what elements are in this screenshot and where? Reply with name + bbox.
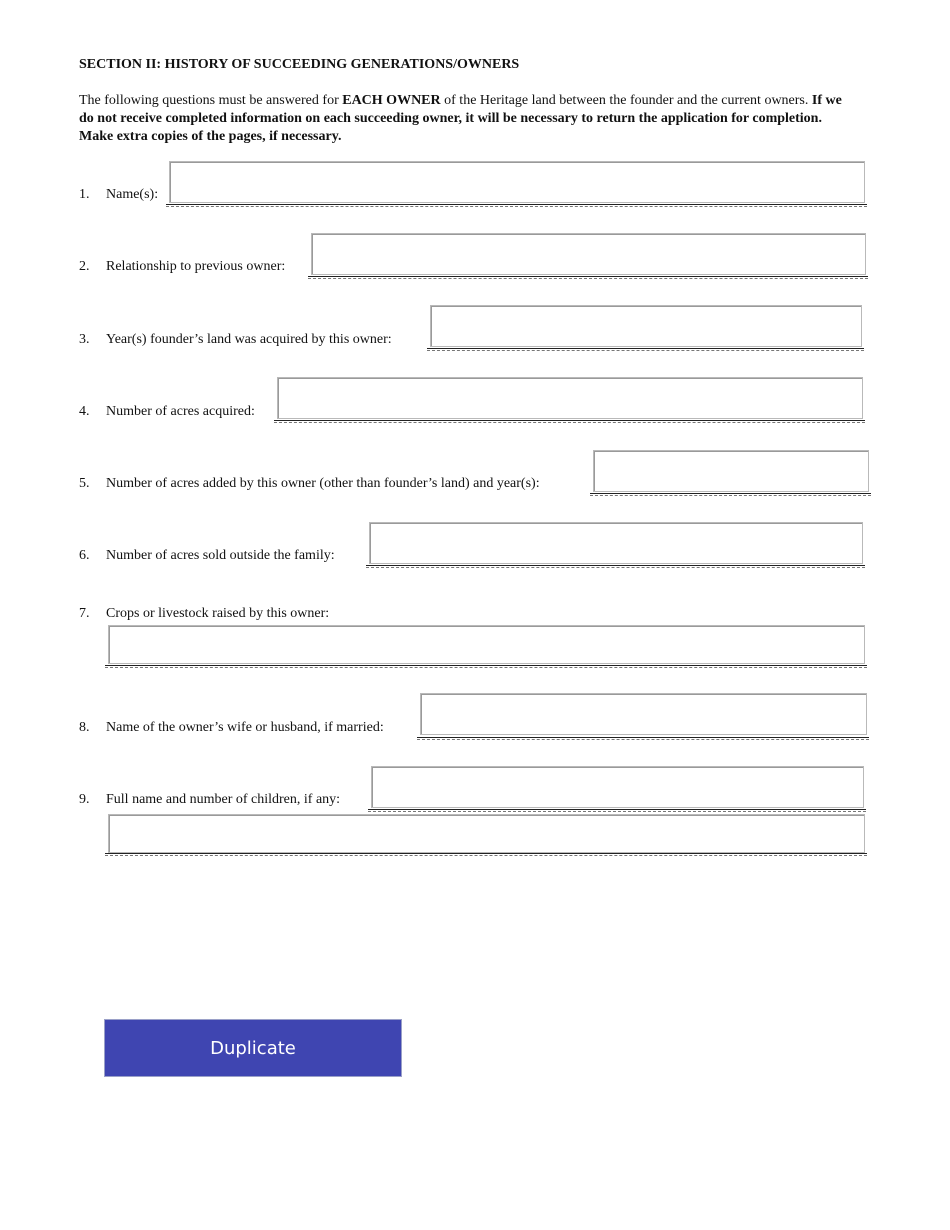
year-acquired-field[interactable]: [430, 305, 862, 347]
spouse-name-field[interactable]: [420, 693, 867, 735]
question-6-underline: [366, 565, 865, 568]
duplicate-button[interactable]: Duplicate: [104, 1019, 402, 1077]
question-7-number: 7.: [79, 606, 90, 621]
name-field[interactable]: [169, 161, 865, 203]
children-field-continued[interactable]: [108, 814, 865, 853]
question-9-number: 9.: [79, 792, 90, 807]
crops-livestock-field[interactable]: [108, 625, 865, 664]
question-9-underline-continued: [105, 853, 867, 856]
question-9-label: Full name and number of children, if any:: [106, 792, 341, 807]
question-8-number: 8.: [79, 720, 90, 735]
intro-paragraph: [79, 92, 849, 146]
question-5-label: Number of acres added by this owner (other than founder’s land) and year(s):: [106, 476, 540, 491]
question-4-label: Number of acres acquired:: [106, 404, 255, 419]
question-5-number: 5.: [79, 476, 90, 491]
question-5-underline: [590, 493, 871, 496]
question-3-label: Year(s) founder’s land was acquired by this owner:: [106, 332, 392, 347]
question-9-underline: [368, 809, 866, 812]
question-3-number: 3.: [79, 332, 90, 347]
intro-each-owner: EACH OWNER: [342, 93, 441, 108]
intro-warning: If we do not receive completed information on each succeeding owner, it will be necessary to return the application for completion. Make extra copies of the pages, if necessary.: [79, 93, 842, 144]
relationship-field[interactable]: [311, 233, 866, 275]
acres-added-field[interactable]: [593, 450, 869, 492]
question-8-label: Name of the owner’s wife or husband, if married:: [106, 720, 384, 735]
question-2-underline: [308, 276, 868, 279]
question-8-underline: [417, 737, 869, 740]
intro-text-1: The following questions must be answered for: [79, 93, 343, 108]
question-4-number: 4.: [79, 404, 90, 419]
question-1-underline: [166, 204, 867, 207]
question-7-label: Crops or livestock raised by this owner:: [106, 606, 330, 621]
acres-sold-field[interactable]: [369, 522, 863, 564]
question-6-label: Number of acres sold outside the family:: [106, 548, 335, 563]
question-4-underline: [274, 420, 865, 423]
question-7-underline: [105, 665, 867, 668]
question-2-number: 2.: [79, 259, 90, 274]
children-field[interactable]: [371, 766, 864, 808]
question-3-underline: [427, 348, 864, 351]
acres-acquired-field[interactable]: [277, 377, 863, 419]
question-6-number: 6.: [79, 548, 90, 563]
question-1-label: Name(s):: [106, 187, 159, 202]
intro-text-2: of the Heritage land between the founder and the current owners.: [440, 93, 812, 108]
question-2-label: Relationship to previous owner:: [106, 259, 286, 274]
question-1-number: 1.: [79, 187, 90, 202]
section-heading: SECTION II: HISTORY OF SUCCEEDING GENERATIONS/OWNERS: [79, 57, 520, 72]
